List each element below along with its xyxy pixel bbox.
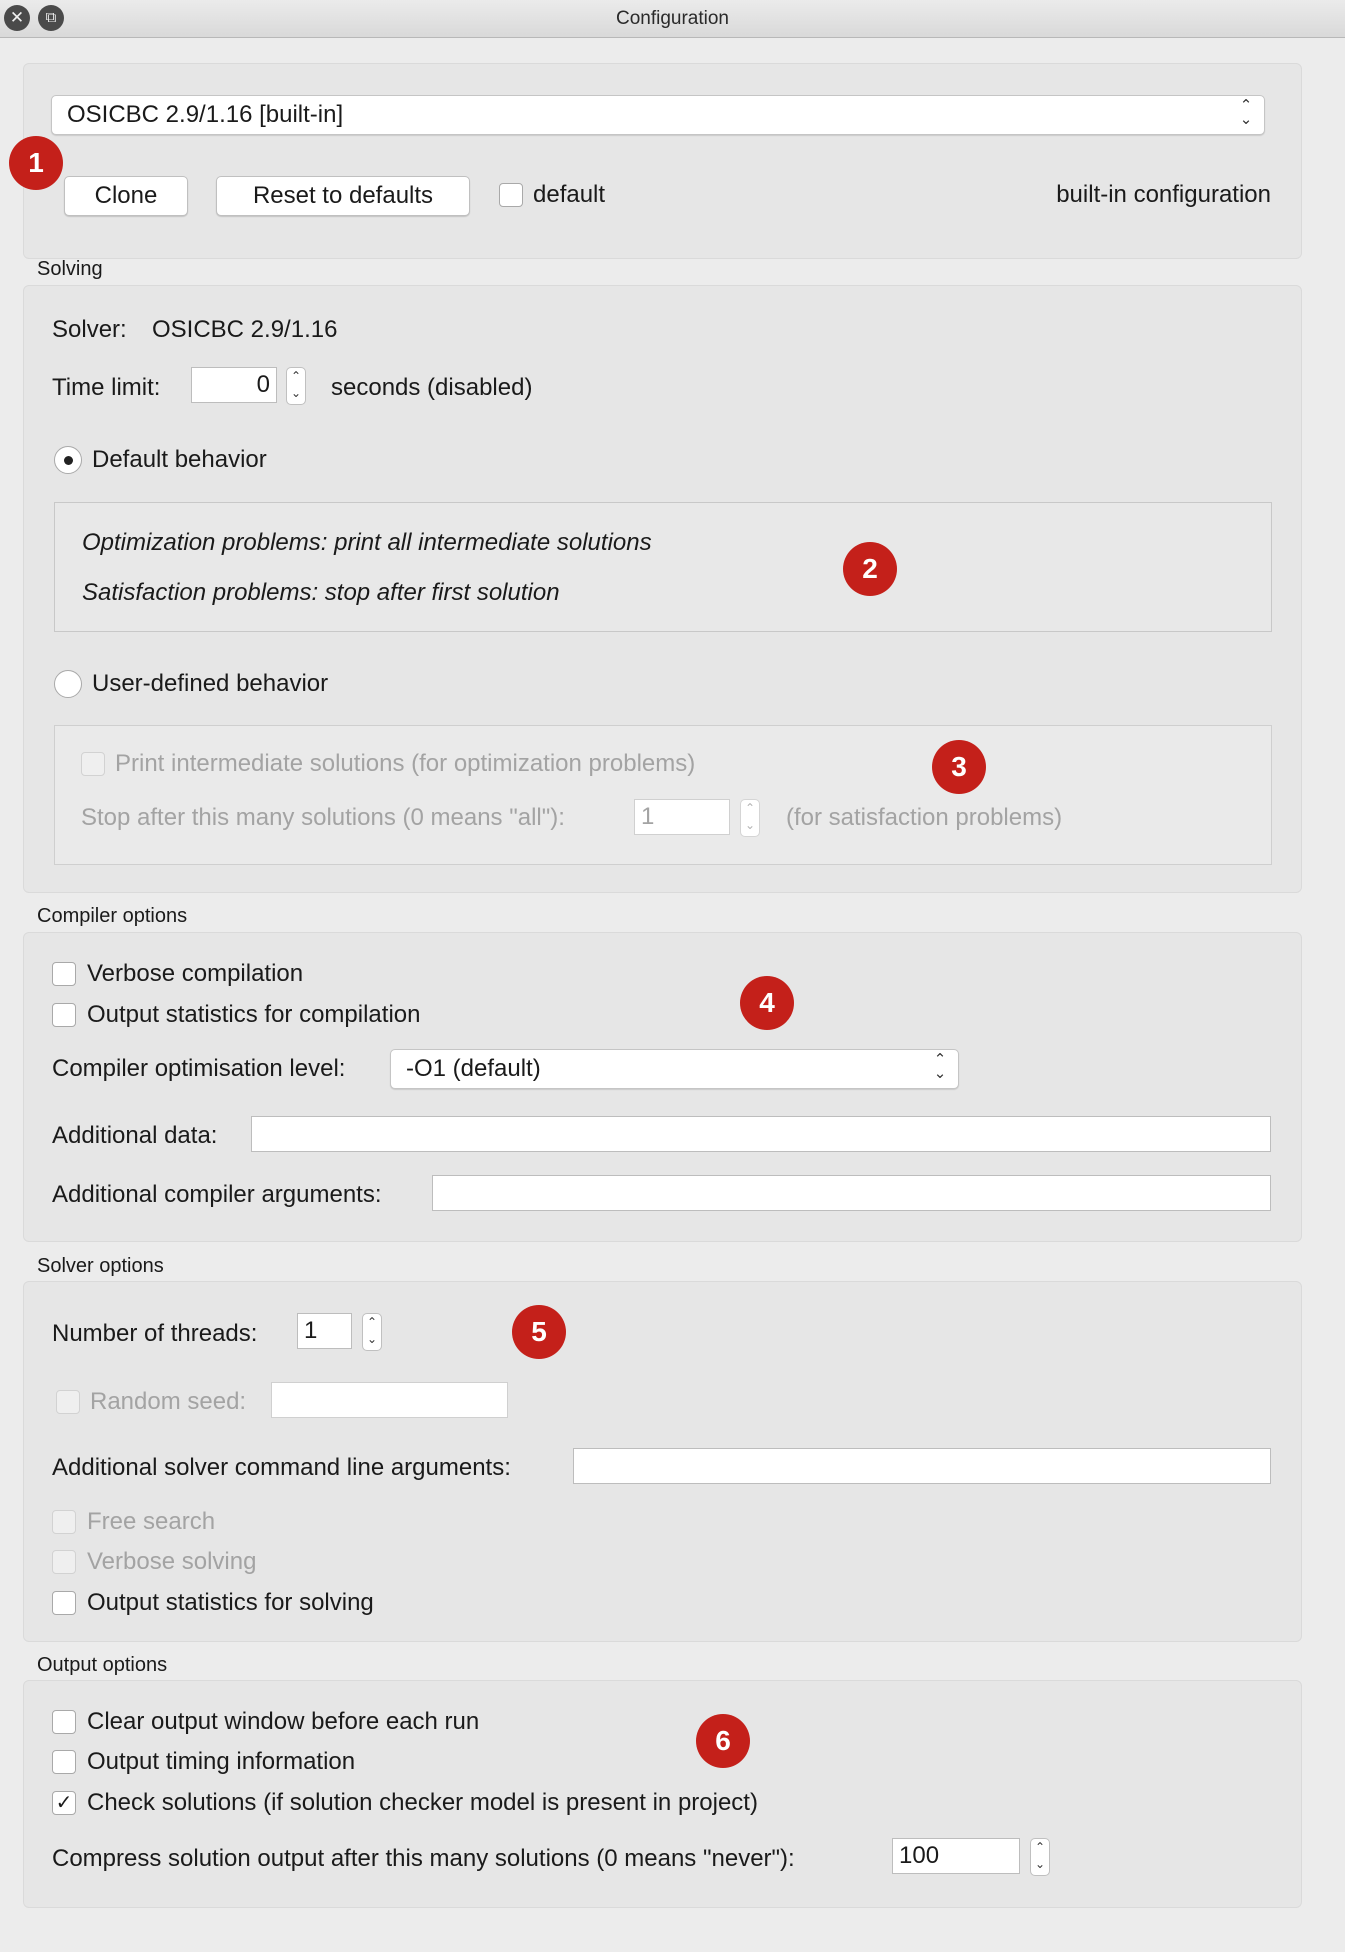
chevron-updown-icon: ⌃ ⌄ xyxy=(1239,97,1253,128)
print-intermediate-checkbox[interactable] xyxy=(81,752,105,776)
clone-button[interactable]: Clone xyxy=(64,176,188,216)
print-intermediate-label: Print intermediate solutions (for optimization problems) xyxy=(115,750,696,777)
annotation-badge-3: 3 xyxy=(932,740,986,794)
reset-to-defaults-button[interactable]: Reset to defaults xyxy=(216,176,470,216)
solver-cmd-args-label: Additional solver command line arguments: xyxy=(52,1454,511,1481)
compress-output-label: Compress solution output after this many solutions (0 means "never"): xyxy=(52,1845,795,1872)
compress-output-value: 100 xyxy=(899,1842,940,1869)
window-title: Configuration xyxy=(615,8,730,29)
additional-data-input[interactable] xyxy=(251,1116,1271,1152)
configuration-group xyxy=(23,63,1302,259)
restore-window-icon[interactable]: ⧉ xyxy=(38,5,64,31)
optimisation-level-select[interactable] xyxy=(390,1049,959,1089)
compilation-stats-label: Output statistics for compilation xyxy=(87,1001,421,1028)
default-desc-satisfaction: Satisfaction problems: stop after first solution xyxy=(82,579,560,606)
check-solutions-checkbox[interactable] xyxy=(52,1791,76,1815)
time-limit-value: 0 xyxy=(256,371,270,398)
threads-input[interactable] xyxy=(297,1313,352,1349)
annotation-badge-4: 4 xyxy=(740,976,794,1030)
clear-output-label: Clear output window before each run xyxy=(87,1708,480,1735)
close-window-icon[interactable]: ✕ xyxy=(4,5,30,31)
user-defined-options-panel xyxy=(54,725,1272,865)
user-defined-behavior-radio[interactable] xyxy=(54,670,82,698)
threads-stepper[interactable]: ⌃ ⌄ xyxy=(362,1313,382,1351)
user-defined-behavior-label: User-defined behavior xyxy=(92,670,329,697)
additional-compiler-args-label: Additional compiler arguments: xyxy=(52,1181,382,1208)
free-search-label: Free search xyxy=(87,1508,216,1535)
verbose-compilation-checkbox[interactable] xyxy=(52,962,76,986)
additional-data-label: Additional data: xyxy=(52,1122,218,1149)
default-behavior-label: Default behavior xyxy=(92,446,267,473)
solver-options-group-title: Solver options xyxy=(37,1255,164,1277)
compress-output-stepper[interactable]: ⌃ ⌄ xyxy=(1030,1838,1050,1876)
stop-after-value: 1 xyxy=(641,803,655,830)
radio-selected-dot xyxy=(64,456,73,465)
configuration-select[interactable] xyxy=(51,95,1265,135)
stop-after-label: Stop after this many solutions (0 means "all"): xyxy=(81,804,565,831)
time-limit-label: Time limit: xyxy=(52,374,161,401)
random-seed-label: Random seed: xyxy=(90,1388,247,1415)
time-limit-input[interactable] xyxy=(191,367,277,403)
optimisation-level-label: Compiler optimisation level: xyxy=(52,1055,346,1082)
default-behavior-description xyxy=(54,502,1272,632)
solving-group-title: Solving xyxy=(37,258,103,280)
compilation-stats-checkbox[interactable] xyxy=(52,1003,76,1027)
stop-after-stepper[interactable]: ⌃ ⌄ xyxy=(740,799,760,837)
additional-compiler-args-input[interactable] xyxy=(432,1175,1271,1211)
random-seed-input[interactable] xyxy=(271,1382,508,1418)
configuration-status: built-in configuration xyxy=(1056,181,1271,208)
free-search-checkbox[interactable] xyxy=(52,1510,76,1534)
check-mark-icon: ✓ xyxy=(55,1792,73,1814)
annotation-badge-1: 1 xyxy=(9,136,63,190)
compiler-options-group-title: Compiler options xyxy=(37,905,188,927)
annotation-badge-5: 5 xyxy=(512,1305,566,1359)
solver-cmd-args-input[interactable] xyxy=(573,1448,1271,1484)
chevron-updown-icon: ⌃ ⌄ xyxy=(933,1051,947,1082)
solving-stats-checkbox[interactable] xyxy=(52,1591,76,1615)
stop-after-input[interactable] xyxy=(634,799,730,835)
annotation-badge-6: 6 xyxy=(696,1714,750,1768)
solver-label: Solver: xyxy=(52,316,127,343)
stop-after-suffix: (for satisfaction problems) xyxy=(786,804,1063,831)
solver-value: OSICBC 2.9/1.16 xyxy=(152,316,338,343)
threads-value: 1 xyxy=(304,1317,318,1344)
verbose-compilation-label: Verbose compilation xyxy=(87,960,304,987)
threads-label: Number of threads: xyxy=(52,1320,258,1347)
configuration-select-value: OSICBC 2.9/1.16 [built-in] xyxy=(67,101,344,128)
verbose-solving-label: Verbose solving xyxy=(87,1548,257,1575)
default-checkbox[interactable] xyxy=(499,183,523,207)
check-solutions-label: Check solutions (if solution checker model is present in project) xyxy=(87,1789,758,1816)
optimisation-level-value: -O1 (default) xyxy=(406,1055,541,1082)
clear-output-checkbox[interactable] xyxy=(52,1710,76,1734)
output-options-group-title: Output options xyxy=(37,1654,168,1676)
time-limit-stepper[interactable]: ⌃ ⌄ xyxy=(286,367,306,405)
verbose-solving-checkbox[interactable] xyxy=(52,1550,76,1574)
window-titlebar xyxy=(0,0,1345,38)
random-seed-checkbox[interactable] xyxy=(56,1390,80,1414)
annotation-badge-2: 2 xyxy=(843,542,897,596)
default-behavior-radio[interactable] xyxy=(54,446,82,474)
compress-output-input[interactable] xyxy=(892,1838,1020,1874)
default-desc-optimization: Optimization problems: print all intermediate solutions xyxy=(82,529,652,556)
solving-stats-label: Output statistics for solving xyxy=(87,1589,374,1616)
timing-info-label: Output timing information xyxy=(87,1748,356,1775)
time-limit-suffix: seconds (disabled) xyxy=(331,374,533,401)
timing-info-checkbox[interactable] xyxy=(52,1750,76,1774)
default-checkbox-label: default xyxy=(533,181,606,208)
